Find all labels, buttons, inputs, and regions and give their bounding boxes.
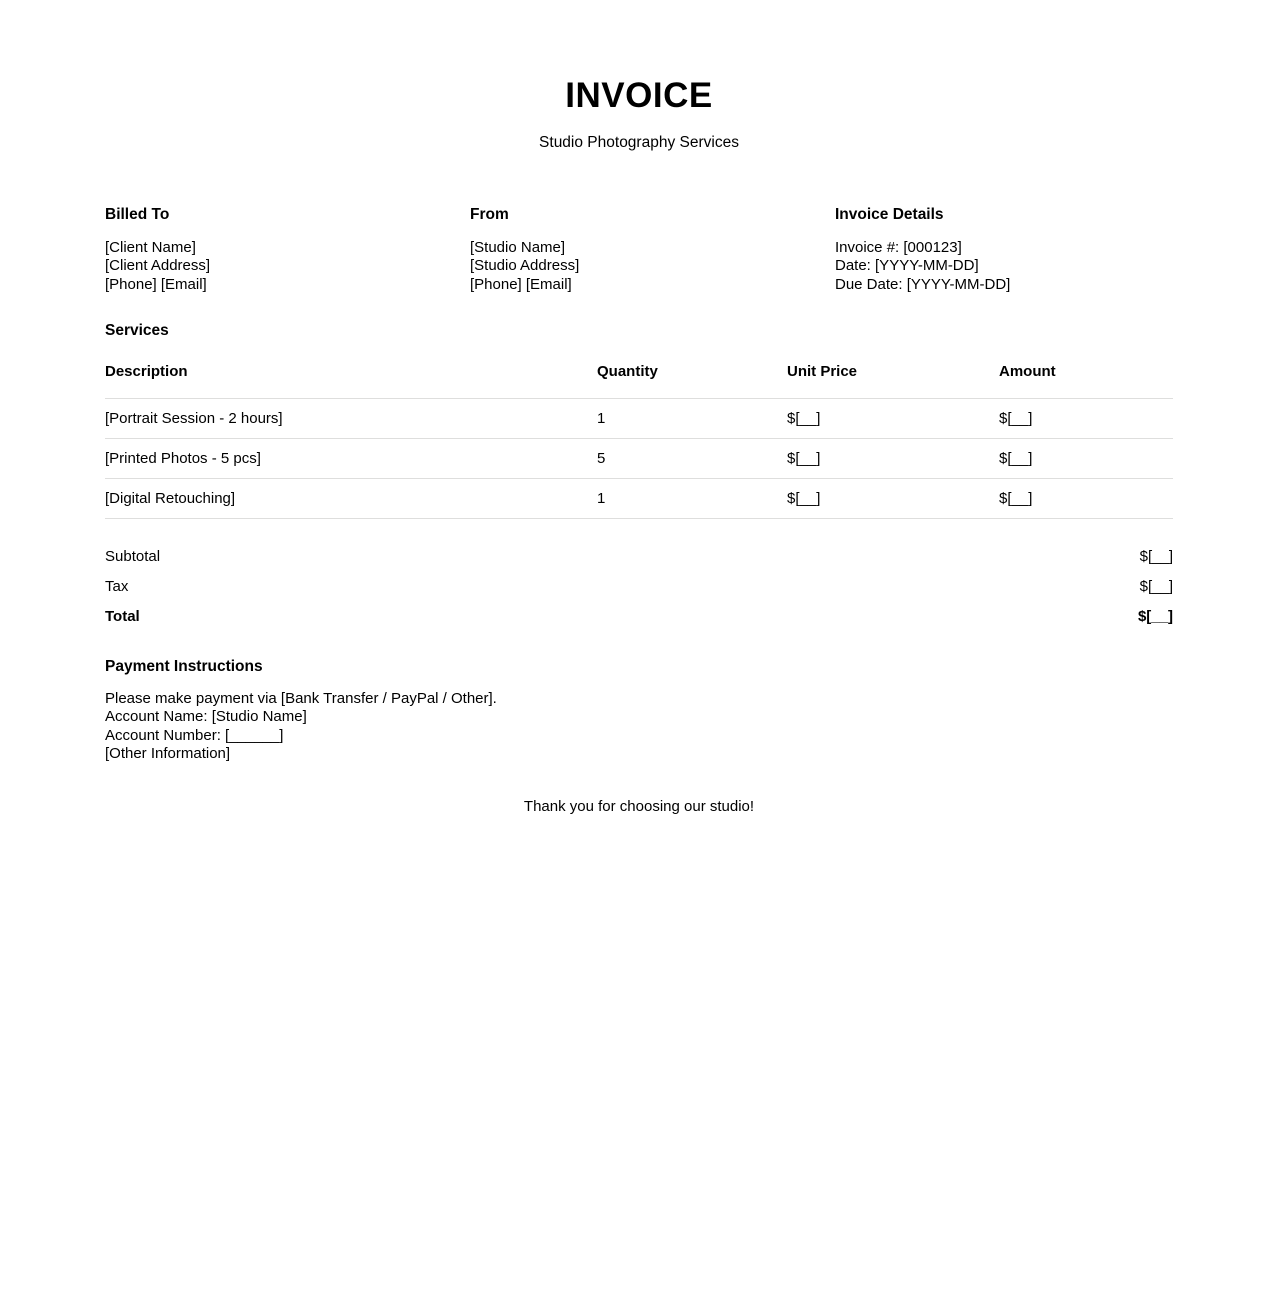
total-row — [105, 602, 1173, 632]
billed-to-line-3: [Phone] [Email] — [105, 275, 207, 293]
row-quantity: 5 — [597, 439, 787, 479]
row-unit-price: $[__] — [787, 399, 999, 439]
total-label: Total — [105, 608, 140, 626]
row-unit-price: $[__] — [787, 479, 999, 519]
invoice-number: Invoice #: [000123] — [835, 238, 962, 256]
tax-label: Tax — [105, 578, 129, 596]
account-number-line: Account Number: [______] — [105, 726, 284, 744]
invoice-details-lines — [835, 239, 1175, 295]
billed-to-line-1: [Client Name] — [105, 238, 196, 256]
document-header — [105, 0, 1173, 152]
invoice-details-heading: Invoice Details — [835, 206, 944, 224]
column-header-unit-price: Unit Price — [787, 363, 999, 399]
payment-instructions-lines — [105, 690, 1173, 764]
other-information-line: [Other Information] — [105, 745, 231, 763]
row-description: [Printed Photos - 5 pcs] — [105, 439, 597, 479]
row-description: [Digital Retouching] — [105, 479, 597, 519]
services-table — [105, 363, 1173, 519]
from-line-2: [Studio Address] — [470, 257, 580, 275]
thank-you-note: Thank you for choosing our studio! — [523, 797, 755, 815]
billed-to-line-2: [Client Address] — [105, 257, 211, 275]
subtotal-value: $[__] — [1139, 548, 1173, 566]
from-block — [470, 206, 835, 294]
tax-value: $[__] — [1139, 578, 1173, 596]
row-quantity: 1 — [597, 399, 787, 439]
from-line-3: [Phone] [Email] — [470, 275, 572, 293]
table-row — [105, 399, 1173, 439]
totals-section — [105, 542, 1173, 632]
tax-row — [105, 572, 1173, 602]
total-value: $[__] — [1137, 608, 1173, 626]
column-header-amount: Amount — [999, 363, 1173, 399]
account-name-line: Account Name: [Studio Name] — [105, 708, 307, 726]
row-quantity: 1 — [597, 479, 787, 519]
parties-section — [105, 206, 1173, 294]
billed-to-heading: Billed To — [105, 206, 170, 224]
row-unit-price: $[__] — [787, 439, 999, 479]
invoice-details-block — [835, 206, 1175, 294]
row-description: [Portrait Session - 2 hours] — [105, 399, 597, 439]
table-row — [105, 479, 1173, 519]
column-header-description: Description — [105, 363, 597, 399]
column-header-quantity: Quantity — [597, 363, 787, 399]
subtotal-row — [105, 542, 1173, 572]
document-subtitle: Studio Photography Services — [539, 133, 739, 151]
from-lines — [470, 239, 835, 295]
invoice-due-date: Due Date: [YYYY-MM-DD] — [835, 275, 1011, 293]
billed-to-block — [105, 206, 470, 294]
services-heading: Services — [105, 322, 169, 340]
table-row — [105, 439, 1173, 479]
page-title: INVOICE — [565, 76, 713, 115]
row-amount: $[__] — [999, 439, 1173, 479]
table-header-row — [105, 363, 1173, 399]
payment-method-line: Please make payment via [Bank Transfer / PayPal / Other]. — [105, 689, 497, 707]
billed-to-lines — [105, 239, 470, 295]
from-heading: From — [470, 206, 509, 224]
row-amount: $[__] — [999, 479, 1173, 519]
from-line-1: [Studio Name] — [470, 238, 566, 256]
invoice-date: Date: [YYYY-MM-DD] — [835, 257, 979, 275]
row-amount: $[__] — [999, 399, 1173, 439]
subtotal-label: Subtotal — [105, 548, 161, 566]
payment-instructions-heading: Payment Instructions — [105, 658, 263, 676]
